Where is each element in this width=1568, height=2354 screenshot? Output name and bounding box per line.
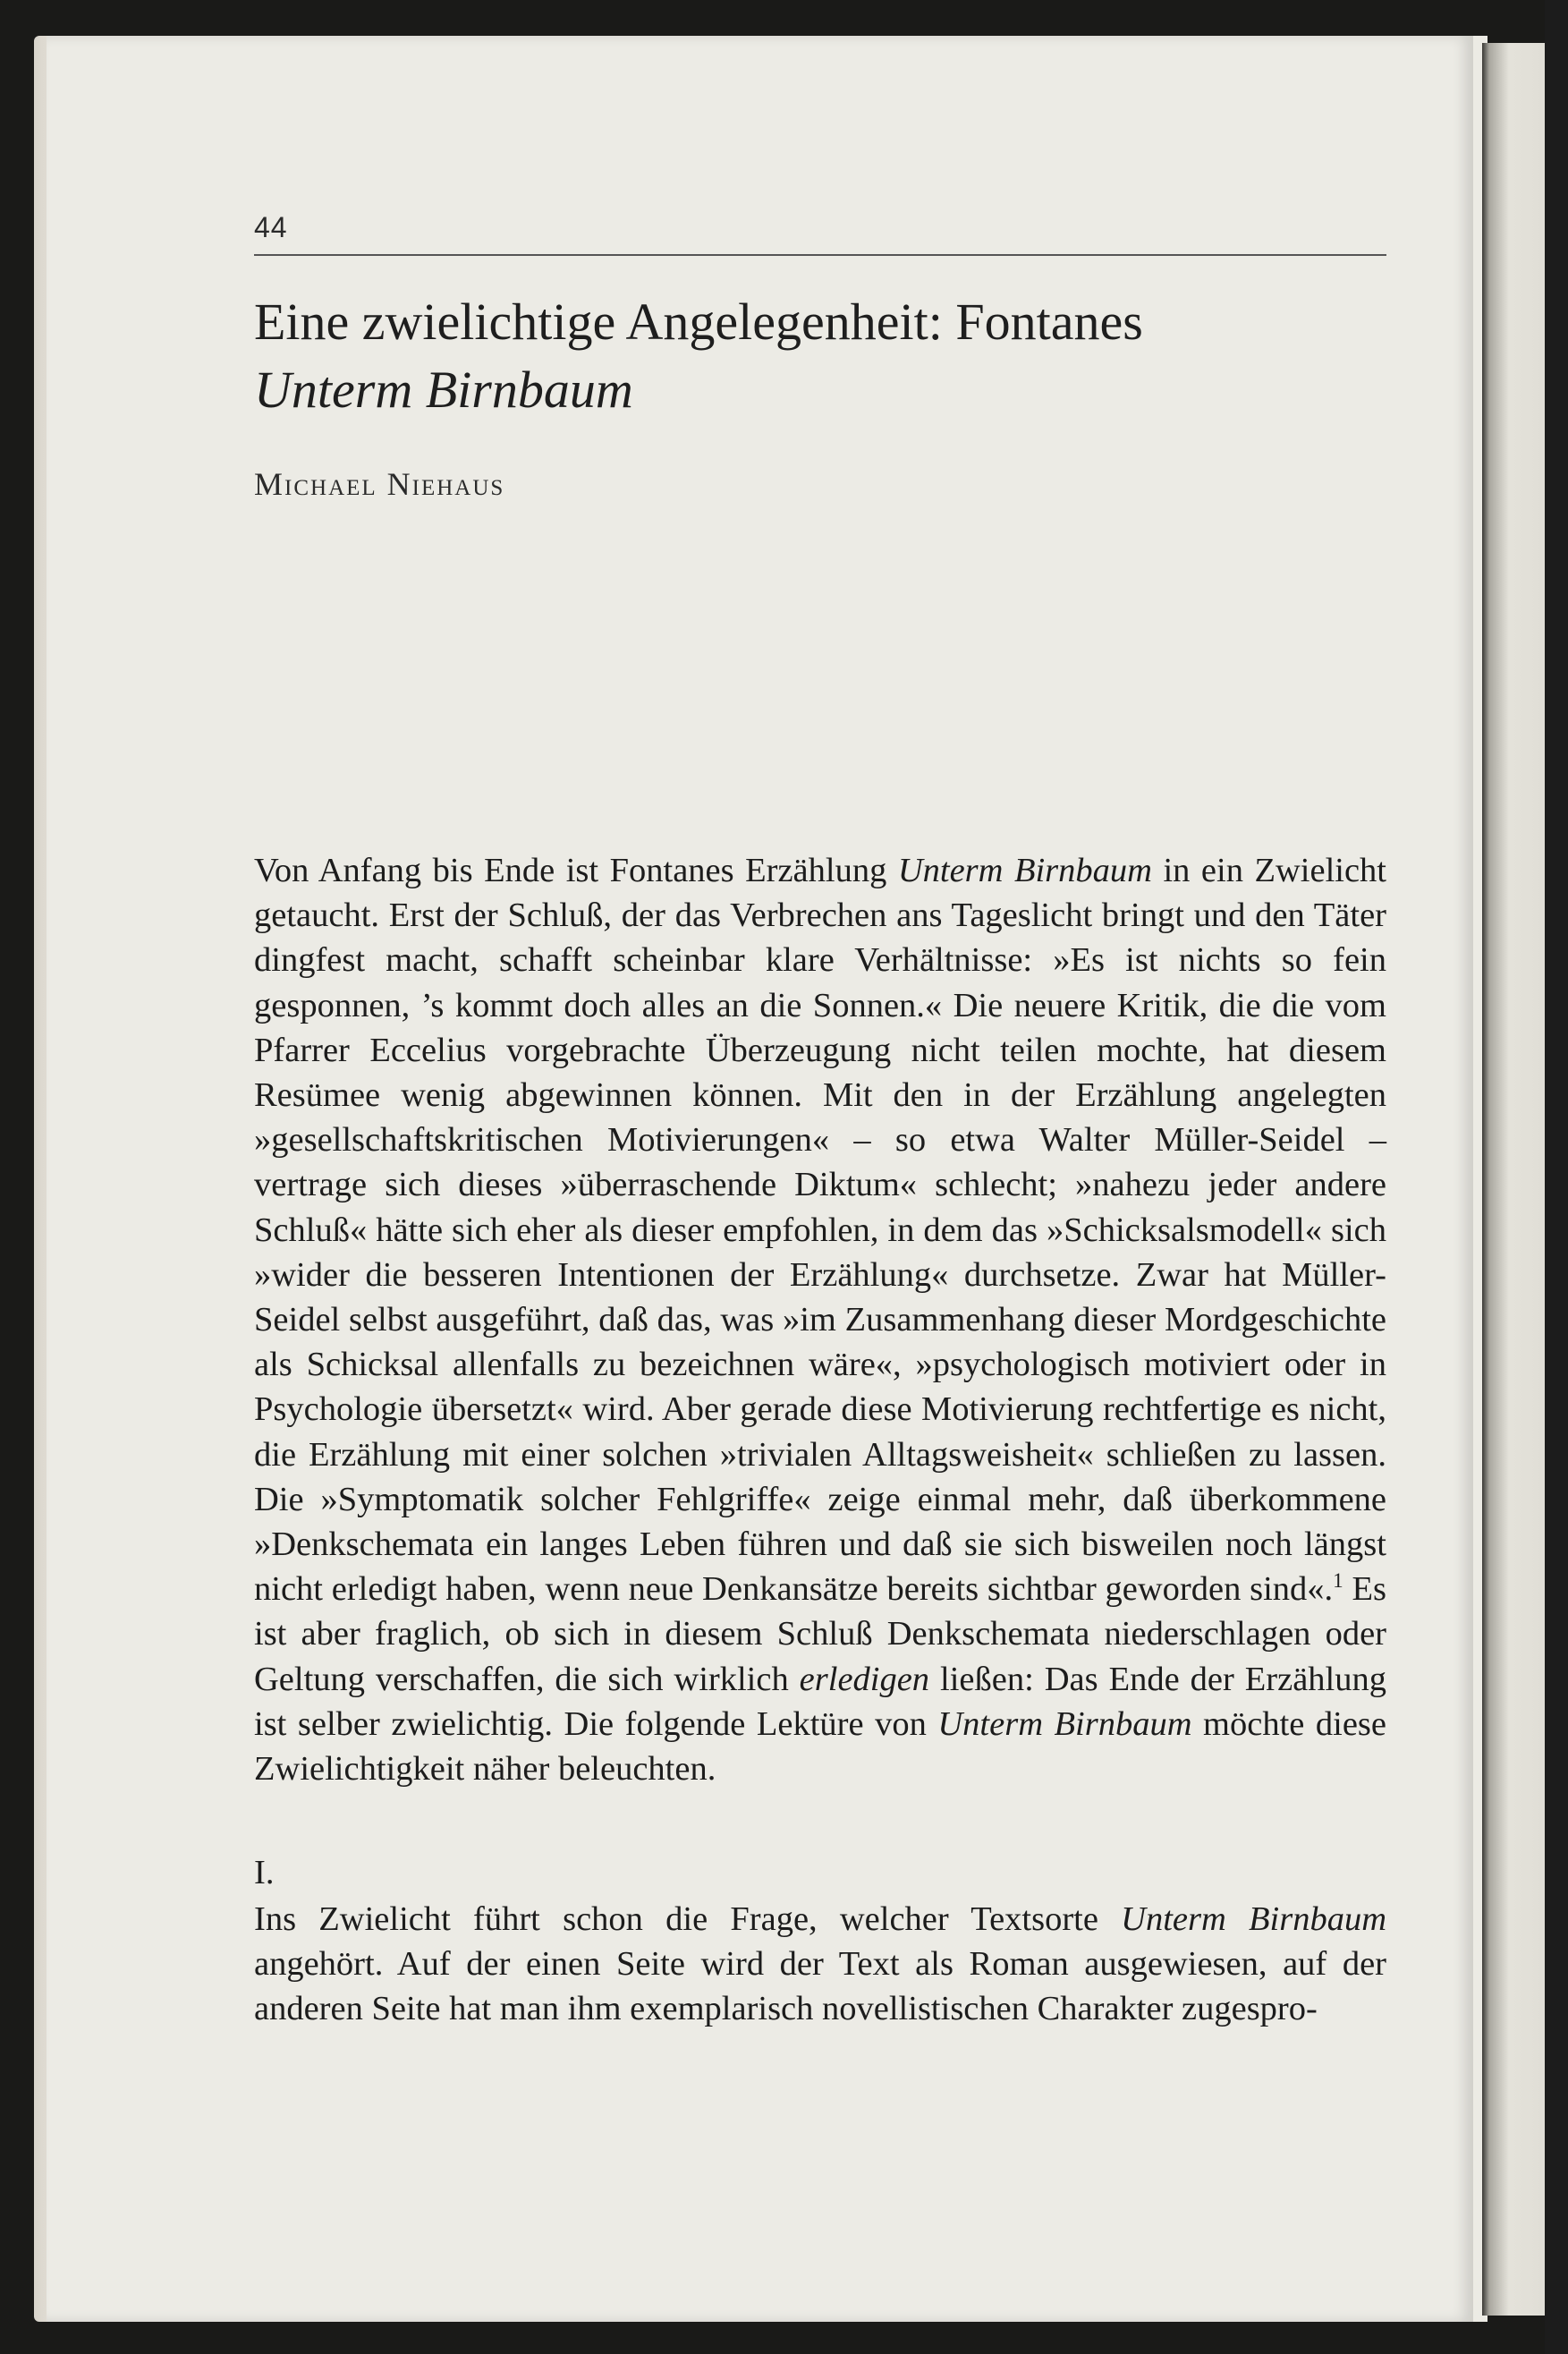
binding-strip xyxy=(1545,0,1568,2354)
paragraph xyxy=(254,1897,1386,2032)
paragraph xyxy=(254,848,1386,1791)
article-title-main: Eine zwielichtige Angelegenheit: Fontanes xyxy=(254,293,1143,351)
article-subtitle: Unterm Birnbaum xyxy=(254,361,633,419)
header-rule xyxy=(254,254,1386,256)
italic-word: erledigen xyxy=(799,1660,930,1698)
article-author: Michael Niehaus xyxy=(254,466,505,502)
text-run: in ein Zwielicht getaucht. Erst der Schluß, der das Verbrechen ans Tageslicht bringt und den Täter dingfest macht, schafft scheinbar klare Verhältnisse: »Es ist nichts so fein gesponnen, ’s kommt doch alles an die Sonnen.« Die neuere Kritik, die die vom Pfarrer Eccelius vorgebrachte Überzeugung nicht teilen mochte, hat diesem Resümee wenig abgewinnen können. Mit den in der Erzählung angelegten »gesellschaftskritischen Motivierungen« – so etwa Walter Müller-Seidel – vertrage sich dieses »überraschende Diktum« schlecht; »nahezu jeder andere Schluß« hätte sich eher als dieser empfohlen, in dem das »Schicksalsmodell« sich »wider die besseren Intentionen der Erzählung« durchsetze. Zwar hat Müller-Seidel selbst ausgeführt, daß das, was »im Zusammenhang dieser Mordgeschichte als Schicksal allenfalls zu bezeichnen wäre«, »psychologisch motiviert oder in Psychologie übersetzt« wird. Aber gerade diese Motivierung rechtfertige es nicht, die Erzählung mit einer solchen »trivialen Alltagsweisheit« schließen zu lassen. Die »Symptomatik solcher Fehlgriffe« zeige einmal mehr, daß überkommene »Denkschemata ein langes Leben führen und daß sie sich bisweilen noch längst nicht erledigt haben, wenn neue Denkansätze bereits sichtbar geworden sind«. xyxy=(254,852,1387,1609)
text-run: Es ist aber fraglich, ob sich in diesem Schluß Denkschemata niederschlagen oder Geltung verschaffen, die sich wirklich xyxy=(254,1570,1386,1698)
article-title xyxy=(254,288,1390,424)
intro-paragraph xyxy=(254,848,1386,1791)
text-run: Ins Zwielicht führt schon die Frage, welcher Textsorte xyxy=(254,1900,1122,1938)
italic-title: Unterm Birnbaum xyxy=(937,1704,1192,1743)
text-run: angehört. Auf der einen Seite wird der Text als Roman ausgewiesen, auf der anderen Seite hat man ihm exemplarisch novellistischen Charakter zugespro- xyxy=(254,1945,1386,2028)
text-run: Von Anfang bis Ende ist Fontanes Erzählung xyxy=(254,852,898,889)
page-number: 44 xyxy=(254,211,288,243)
italic-title: Unterm Birnbaum xyxy=(1121,1900,1386,1938)
section-heading: I. xyxy=(254,1854,275,1891)
text-run: ließen: Das Ende der Erzählung ist selber zwielichtig. Die folgende Lektüre von xyxy=(254,1660,1386,1743)
section-paragraph xyxy=(254,1897,1386,2032)
footnote-reference[interactable]: 1 xyxy=(1333,1568,1343,1593)
next-page-edge xyxy=(1482,43,1545,2316)
italic-title: Unterm Birnbaum xyxy=(897,852,1152,889)
text-run: möchte diese Zwielichtigkeit näher beleuchten. xyxy=(254,1704,1386,1789)
